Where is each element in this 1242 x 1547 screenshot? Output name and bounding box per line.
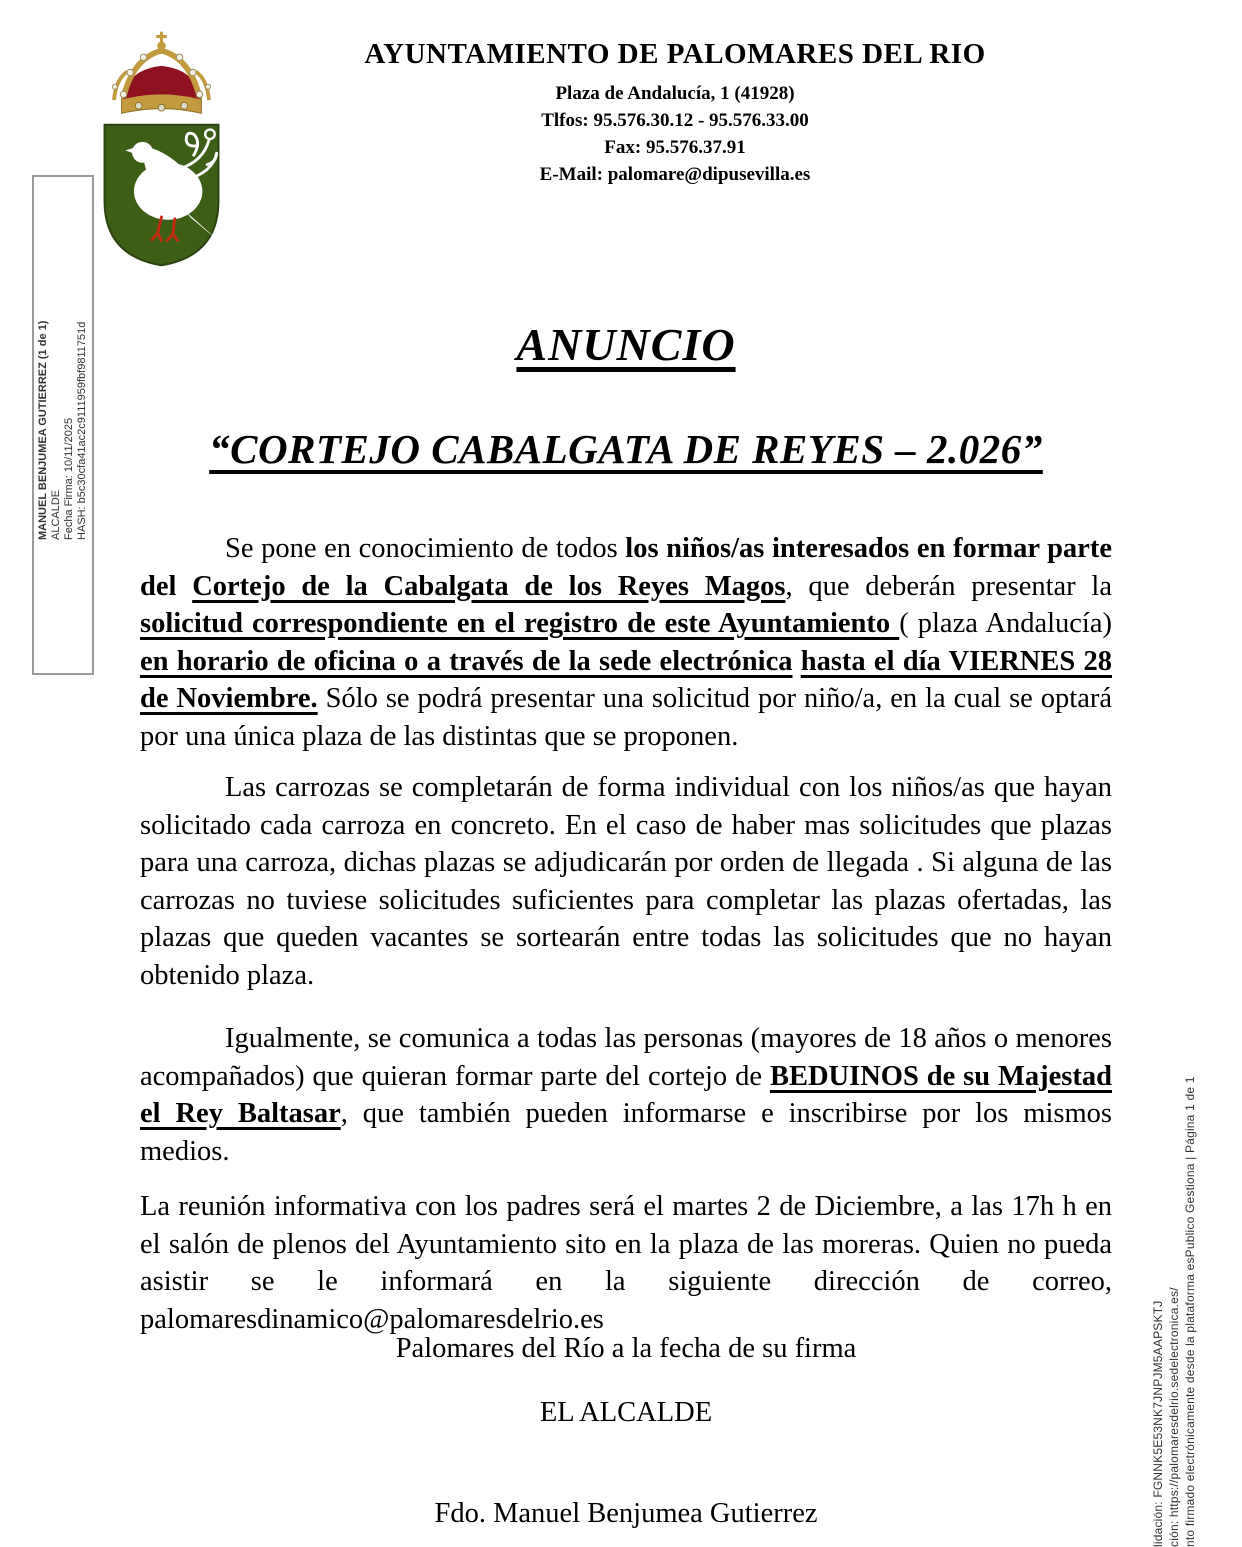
signature-date: Fecha Firma: 10/11/2025 [63, 417, 75, 540]
closing-place-line: Palomares del Río a la fecha de su firma [395, 1333, 857, 1364]
document-body [140, 530, 1112, 1352]
validation-code-line: lidación: FGNNK5E53NK7JNPJM5AAPSKTJ [1151, 1300, 1165, 1547]
signature-hash: HASH: b5c30cfa41ac2c9111959fbf9811751d [76, 321, 88, 540]
paragraph-4: La reunión informativa con los padres será el martes 2 de Diciembre, a las 17h h en el salón de plenos del Ayuntamiento sito en la plaza de las moreras. Quien no pueda asistir se le informará en la siguiente dirección de correo, palomaresdinamico@palomaresdelrio.es [140, 1191, 1112, 1335]
crown-icon [112, 32, 210, 114]
platform-note-line: nto firmado electrónicamente desde la plataforma esPublico Gestiona | Página 1 de 1 [1183, 1076, 1197, 1547]
municipality-title: AYUNTAMIENTO DE PALOMARES DEL RIO [364, 38, 986, 70]
document-subtitle: “CORTEJO CABALGATA DE REYES – 2.026” [209, 426, 1043, 472]
email-line: E-Mail: palomare@dipusevilla.es [539, 164, 811, 185]
paragraph-2: Las carrozas se completarán de forma individual con los niños/as que hayan solicitado cada carroza en concreto. En el caso de haber mas solicitudes que plazas para una carroza, dichas plazas se adjudicarán por orden de llegada . Si alguna de las carrozas no tuviese solicitudes suficientes para completar las plazas ofertadas, las plazas que queden vacantes se sortearán entre todas las solicitudes que no hayan obtenido plaza. [140, 772, 1112, 991]
closing-signature-line: Fdo. Manuel Benjumea Gutierrez [434, 1498, 818, 1529]
paragraph-3: Igualmente, se comunica a todas las personas (mayores de 18 años o menores acompañados) que quieran formar parte del cortejo de BEDUINOS de su Majestad el Rey Baltasar, que también pueden informarse e inscribirse por los mismos medios. [140, 1023, 1112, 1167]
coat-of-arms-logo [95, 26, 228, 271]
document-title: ANUNCIO [516, 319, 736, 370]
fax-line: Fax: 95.576.37.91 [604, 137, 746, 158]
verification-url-line: ción: https://palomaresdelrio.sedelectronica.es/ [1167, 1287, 1181, 1547]
address-line: Plaza de Andalucía, 1 (41928) [555, 83, 795, 104]
closing-role-line: EL ALCALDE [539, 1397, 713, 1428]
validation-strip [1150, 1027, 1198, 1547]
signature-stamp-text [37, 310, 89, 540]
signature-stamp-box [32, 175, 94, 675]
shield-icon [105, 125, 220, 266]
phones-line: Tlfos: 95.576.30.12 - 95.576.33.00 [541, 110, 809, 131]
signer-name: MANUEL BENJUMEA GUTIERREZ (1 de 1) [37, 320, 49, 540]
signer-role: ALCALDE [50, 489, 62, 540]
letterhead [330, 38, 1020, 188]
paragraph-1: Se pone en conocimiento de todos los niños/as interesados en formar parte del Cortejo de la Cabalgata de los Reyes Magos, que deberán presentar la solicitud correspondiente en el registro de este Ayuntamiento ( plaza Andalucía) en horario de oficina o a través de la sede electrónica hasta el día VIERNES 28 de Noviembre. Sólo se podrá presentar una solicitud por niño/a, en la cual se optará por una única plaza de las distintas que se proponen. [140, 533, 1113, 752]
